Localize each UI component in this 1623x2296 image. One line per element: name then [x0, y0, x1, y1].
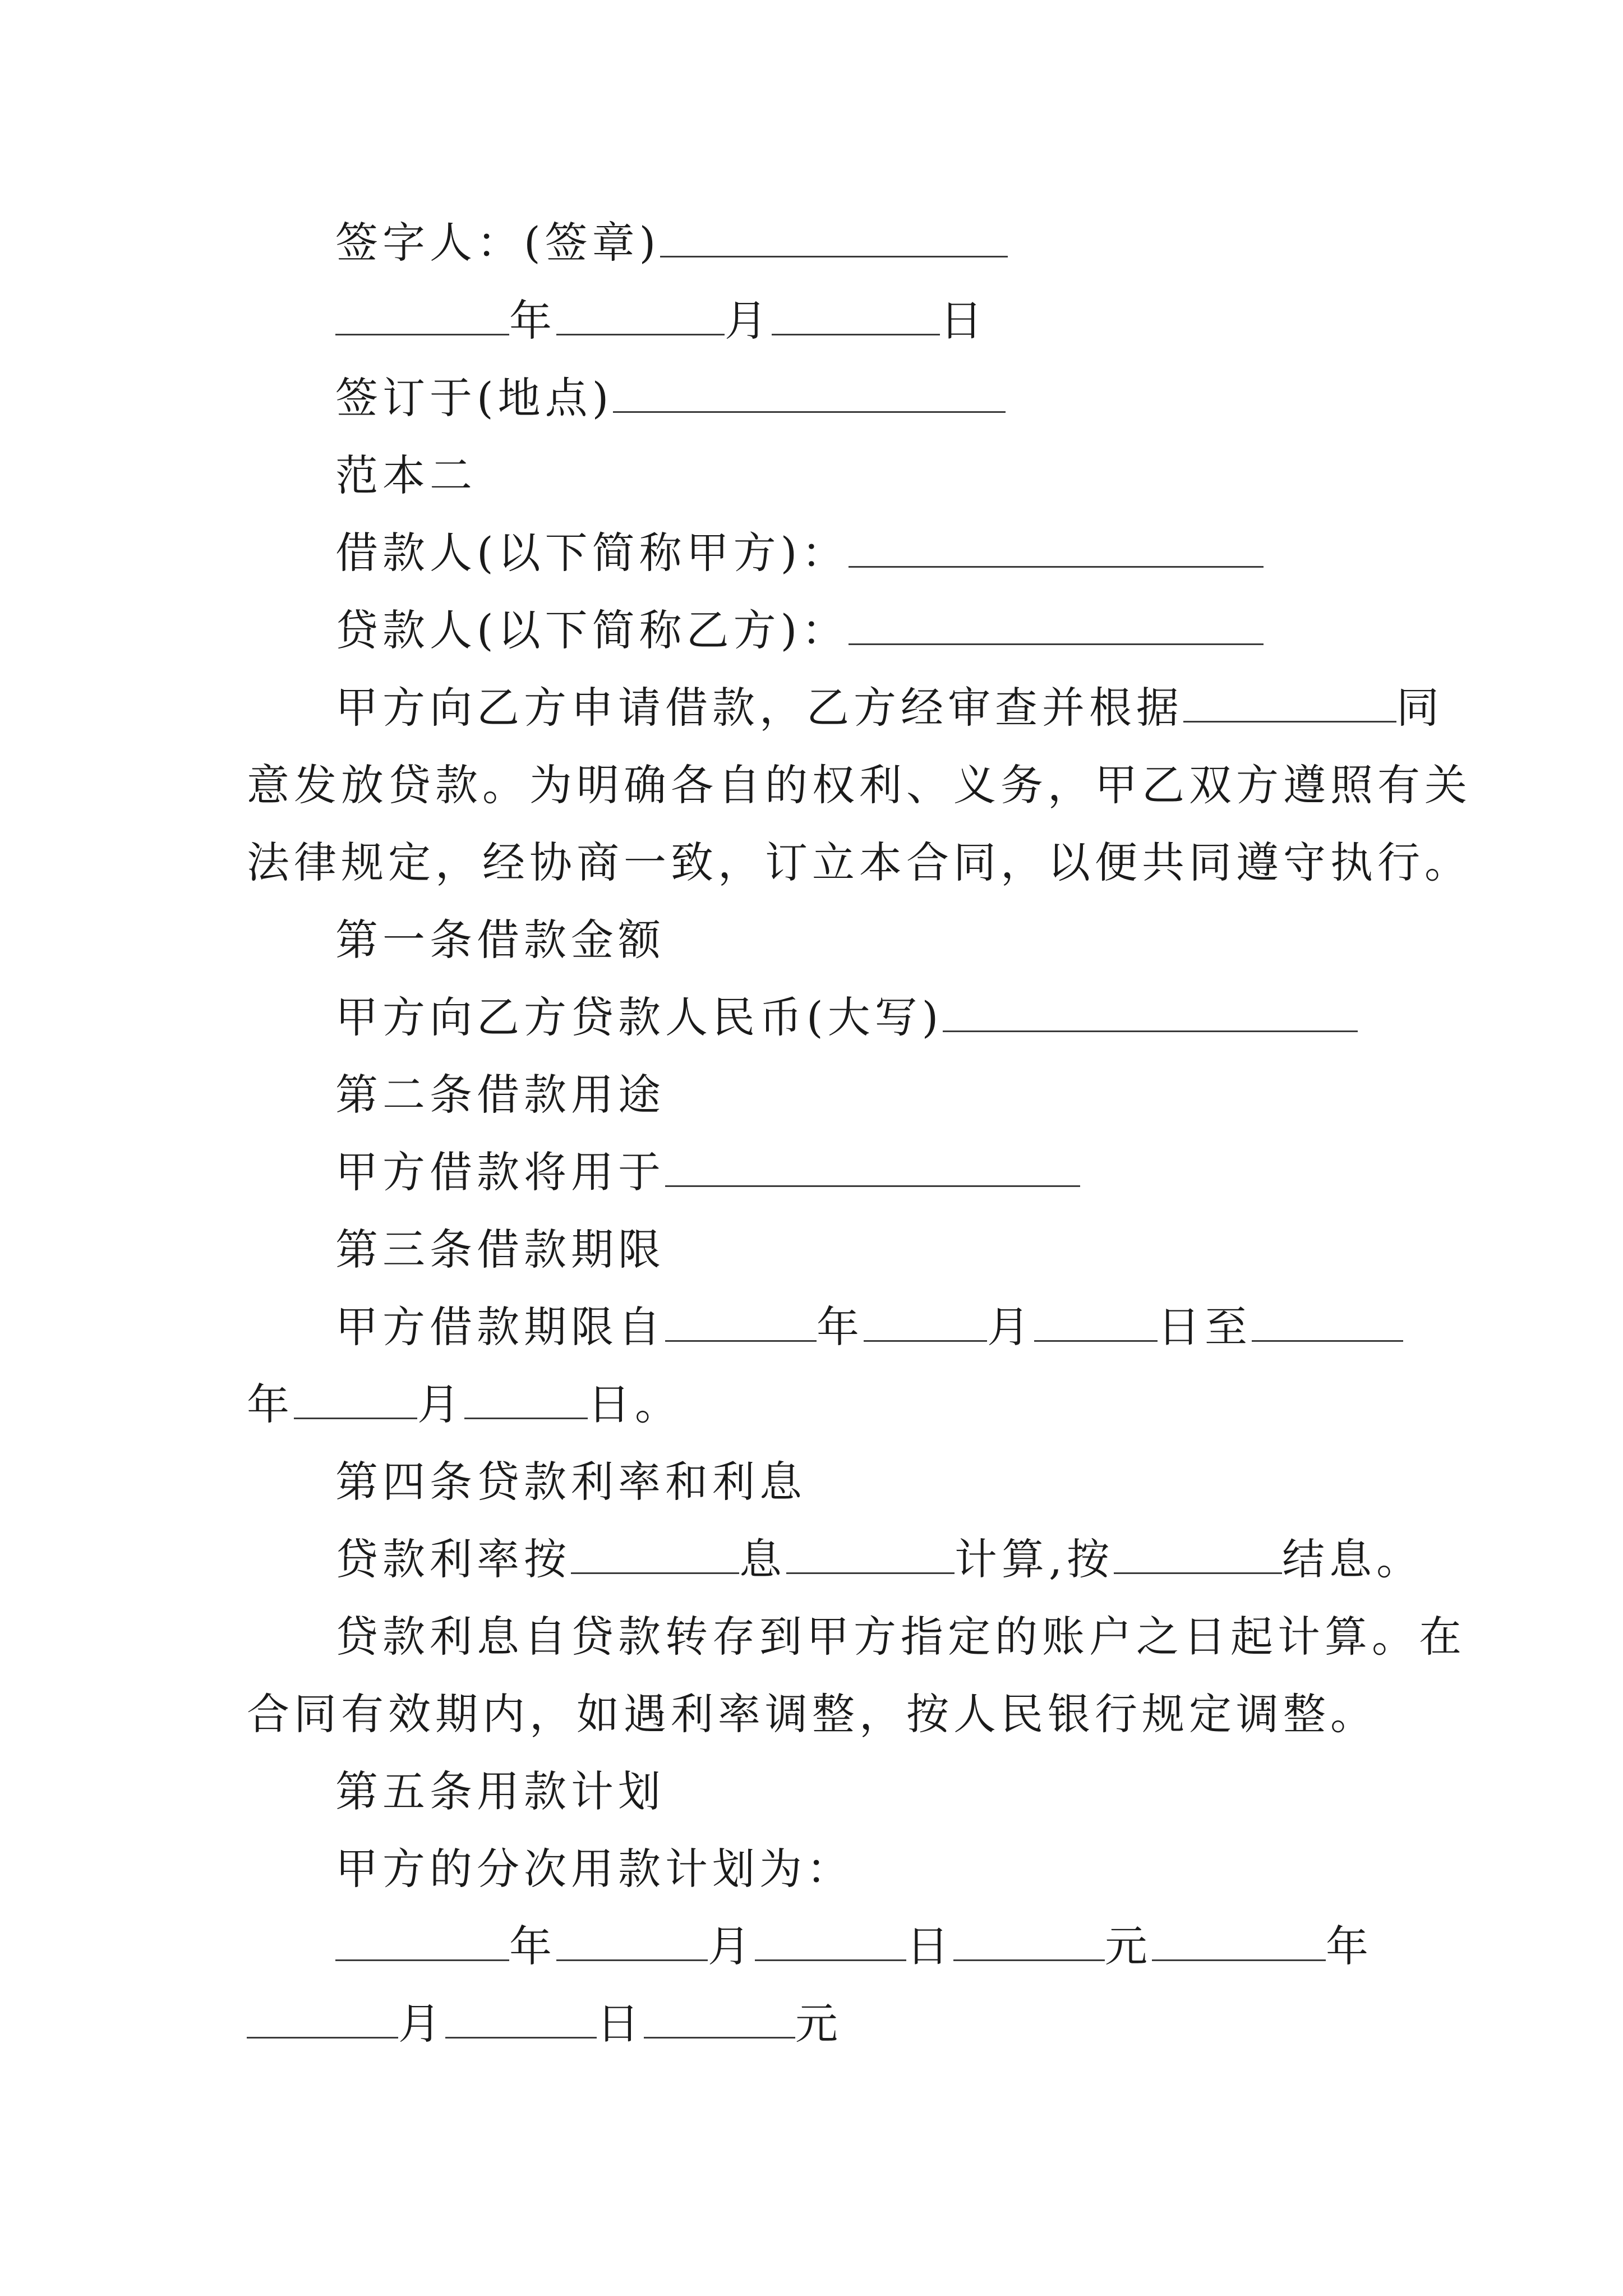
- borrower-label: 借款人(以下简称甲方)：: [335, 528, 849, 578]
- signer-label: 签字人：(签章): [335, 218, 661, 268]
- date-line: [335, 293, 987, 349]
- plan-yuan2-label: 元: [795, 1999, 842, 2049]
- term-to-label: 日至: [1158, 1302, 1252, 1352]
- plan-line-1: [335, 1918, 1373, 1975]
- term-end-month-blank: [294, 1377, 417, 1419]
- article-3-text: 甲方借款期限自: [335, 1302, 665, 1352]
- plan-year2-label: 年: [1326, 1921, 1373, 1971]
- article-3-line-2: [247, 1377, 682, 1433]
- signer-blank: [660, 215, 1008, 257]
- article-1-text: 甲方向乙方贷款人民币(大写): [335, 992, 943, 1042]
- rate-basis-blank: [571, 1532, 739, 1574]
- plan-month2-label: 月: [398, 1999, 445, 2049]
- signed-at-line: [335, 370, 1006, 426]
- article-5-text: 甲方的分次用款计划为：: [335, 1844, 854, 1894]
- signer-line: [335, 215, 1008, 271]
- settle-label: 结息。: [1282, 1534, 1424, 1584]
- date-month-blank: [556, 293, 725, 335]
- date-year-label: 年: [509, 296, 556, 346]
- plan-day2-blank: [445, 1996, 597, 2039]
- loan-purpose-blank: [665, 1145, 1080, 1187]
- term-start-day-blank: [1034, 1300, 1158, 1342]
- term-end-day-label: 日。: [588, 1379, 682, 1429]
- plan-day-label: 日: [906, 1921, 953, 1971]
- calc-label: 计算,按: [955, 1534, 1114, 1584]
- lender-line: [335, 602, 1264, 659]
- article-4-para-line-1: 贷款利息自贷款转存到甲方指定的账户之日起计算。在: [335, 1612, 1466, 1662]
- settlement-blank: [1114, 1532, 1282, 1574]
- article-5-title: 第五条用款计划: [335, 1766, 665, 1816]
- borrower-line: [335, 525, 1264, 581]
- date-month-label: 月: [725, 296, 772, 346]
- intro-text-1: 甲方向乙方申请借款，乙方经审查并根据: [335, 683, 1183, 733]
- date-day-blank: [772, 293, 940, 335]
- term-start-month-label: 月: [987, 1302, 1034, 1352]
- loan-amount-blank: [943, 990, 1358, 1032]
- article-1-title: 第一条借款金额: [335, 915, 665, 965]
- article-2-title: 第二条借款用途: [335, 1070, 665, 1120]
- intro-line-2: 意发放贷款。为明确各自的权利、义务，甲乙双方遵照有关: [247, 760, 1472, 810]
- plan-day-blank: [755, 1919, 906, 1961]
- plan-line-2: [247, 1996, 842, 2052]
- intro-basis-blank: [1183, 680, 1396, 723]
- article-4-title: 第四条贷款利率和利息: [335, 1457, 806, 1507]
- term-end-day-blank: [464, 1377, 588, 1419]
- article-2-line: [335, 1144, 1080, 1200]
- date-day-label: 日: [940, 296, 987, 346]
- article-4-para-line-2: 合同有效期内，如遇利率调整，按人民银行规定调整。: [247, 1689, 1377, 1739]
- intro-text-2: 同: [1396, 683, 1444, 733]
- lender-blank: [849, 603, 1264, 645]
- article-2-text: 甲方借款将用于: [335, 1147, 665, 1197]
- term-start-month-blank: [864, 1300, 987, 1342]
- rate-label: 贷款利率按: [335, 1534, 571, 1584]
- plan-yuan-label: 元: [1105, 1921, 1152, 1971]
- signed-at-label: 签订于(地点): [335, 373, 614, 423]
- plan-amount2-blank: [644, 1996, 795, 2039]
- plan-year2-blank: [1152, 1919, 1326, 1961]
- intro-line-3: 法律规定，经协商一致，订立本合同，以便共同遵守执行。: [247, 838, 1472, 887]
- term-end-month-label: 月: [417, 1379, 464, 1429]
- plan-year-label: 年: [509, 1921, 556, 1971]
- plan-month2-blank: [247, 1996, 398, 2039]
- term-end-year-blank: [1252, 1300, 1403, 1342]
- interest-rate-blank: [786, 1532, 955, 1574]
- plan-day2-label: 日: [597, 1999, 644, 2049]
- article-1-line: [335, 990, 1358, 1046]
- plan-month-label: 月: [708, 1921, 755, 1971]
- term-start-year-blank: [665, 1300, 817, 1342]
- term-start-year-label: 年: [817, 1302, 864, 1352]
- article-3-line-1: [335, 1299, 1403, 1355]
- interest-label: 息: [739, 1534, 786, 1584]
- lender-label: 贷款人(以下简称乙方)：: [335, 605, 849, 655]
- template-title: 范本二: [335, 450, 477, 500]
- plan-amount-blank: [953, 1919, 1105, 1961]
- plan-year-blank: [335, 1919, 509, 1961]
- borrower-blank: [849, 526, 1264, 568]
- signed-at-blank: [613, 371, 1006, 413]
- plan-month-blank: [556, 1919, 708, 1961]
- article-4-rate-line: [335, 1531, 1423, 1588]
- article-3-title: 第三条借款期限: [335, 1225, 665, 1274]
- term-end-year-label: 年: [247, 1379, 294, 1429]
- intro-line-1: [335, 680, 1444, 736]
- date-year-blank: [335, 293, 509, 335]
